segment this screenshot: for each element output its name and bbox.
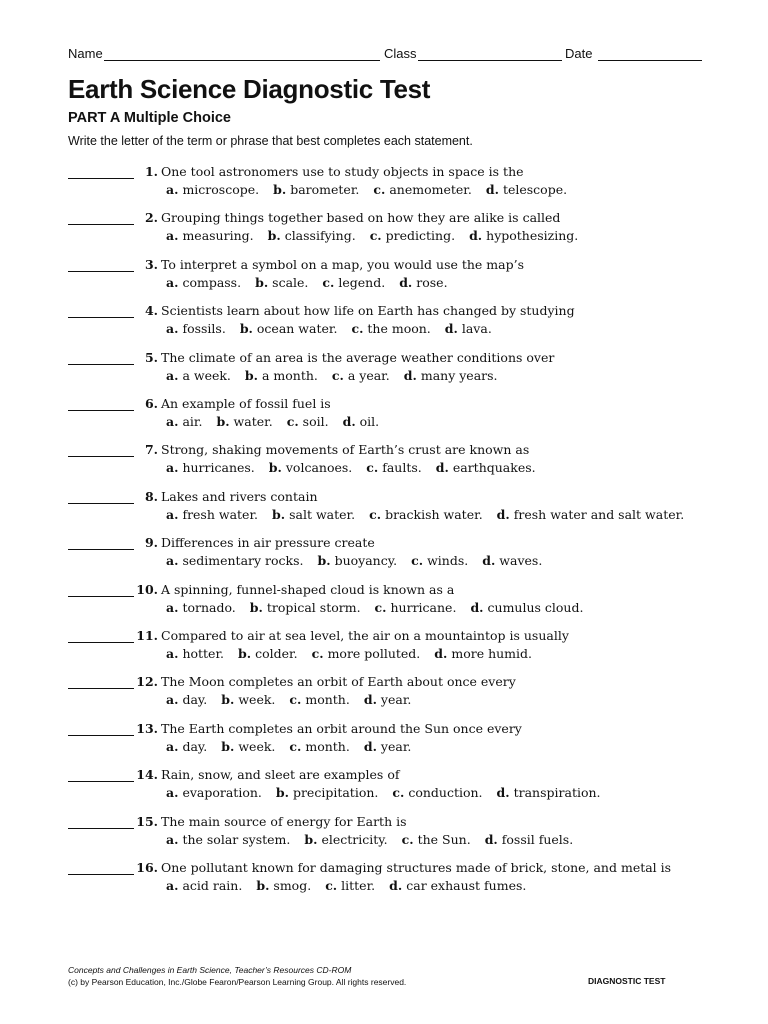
answer-blank[interactable] (68, 218, 134, 225)
question-number: 2. (144, 210, 158, 226)
choice-letter: b. (216, 414, 230, 429)
choice-letter: d. (363, 738, 377, 754)
question-number: 1. (144, 164, 158, 179)
choice-letter: a. (166, 738, 179, 754)
choice-text: transpiration. (513, 785, 601, 801)
choice-letter: b. (267, 228, 281, 244)
choice-letter: a. (166, 785, 179, 801)
question-item (0, 721, 768, 761)
answer-choice (289, 692, 349, 707)
question-stem: The climate of an area is the average weather conditions over (161, 349, 555, 365)
answer-choices (166, 507, 698, 522)
choice-letter: d. (496, 785, 510, 801)
choice-text: lava. (461, 321, 492, 337)
question-number: 7. (144, 442, 158, 458)
answer-choice (486, 182, 567, 197)
page-title: Earth Science Diagnostic Test (68, 74, 431, 104)
question-number: 11. (136, 628, 158, 643)
question-stem: Compared to air at sea level, the air on a mountaintop is usually (161, 628, 569, 643)
answer-choice (166, 321, 226, 336)
answer-blank[interactable] (68, 636, 134, 643)
answer-choice (497, 507, 685, 522)
question-number: 5. (144, 349, 158, 365)
choice-letter: d. (435, 460, 449, 476)
answer-choice (434, 646, 532, 661)
choice-letter: c. (411, 553, 424, 569)
choice-text: fresh water and salt water. (513, 506, 685, 522)
question-number: 16. (136, 860, 158, 875)
choice-letter: c. (322, 274, 335, 290)
footer-copyright: (c) by Pearson Education, Inc./Globe Fearon/Pearson Learning Group. All rights reserved. (68, 977, 407, 987)
footer-label: DIAGNOSTIC TEST (588, 976, 666, 986)
choice-text: year. (380, 738, 412, 754)
choice-text: compass. (182, 274, 242, 290)
choice-letter: a. (166, 182, 179, 197)
question-stem: Rain, snow, and sleet are examples of (161, 767, 400, 783)
answer-choice (166, 275, 241, 290)
answer-choice (470, 600, 583, 615)
answer-choice (166, 739, 207, 754)
choice-text: month. (305, 738, 350, 754)
question-stem: Strong, shaking movements of Earth’s crust are known as (161, 442, 530, 458)
answer-choice (366, 460, 422, 475)
answer-choice (238, 646, 298, 661)
answer-blank[interactable] (68, 543, 134, 550)
choice-letter: b. (221, 738, 235, 754)
choice-letter: d. (469, 228, 483, 244)
question-stem: Scientists learn about how life on Earth has changed by studying (161, 303, 575, 319)
question-stem: The main source of energy for Earth is (161, 813, 407, 829)
answer-choice (245, 368, 318, 383)
choice-text: litter. (341, 878, 376, 893)
answer-choice (166, 692, 207, 707)
question-number: 9. (144, 535, 158, 551)
answer-blank[interactable] (68, 497, 134, 504)
choice-text: evaporation. (182, 785, 262, 801)
choice-text: scale. (272, 274, 309, 290)
choice-letter: c. (374, 599, 387, 615)
choice-text: brackish water. (385, 506, 483, 522)
answer-choices (166, 600, 597, 615)
answer-choices (166, 553, 556, 568)
choice-letter: d. (470, 599, 484, 615)
question-stem: A spinning, funnel-shaped cloud is known as a (161, 581, 455, 597)
choice-letter: a. (166, 831, 179, 847)
answer-choices (166, 228, 592, 243)
choice-letter: c. (286, 414, 299, 429)
choice-letter: b. (268, 460, 282, 476)
answer-choice (373, 182, 471, 197)
answer-choice (273, 182, 359, 197)
choice-text: a month. (261, 367, 318, 383)
choice-letter: a. (166, 692, 179, 708)
choice-letter: b. (239, 321, 253, 337)
answer-choice (289, 739, 349, 754)
answer-blank[interactable] (68, 729, 134, 736)
choice-text: a year. (347, 367, 390, 383)
answer-choice (166, 182, 259, 197)
question-number: 12. (136, 674, 158, 690)
choice-text: the Sun. (417, 831, 471, 847)
choice-text: hurricane. (390, 599, 457, 615)
choice-text: hurricanes. (182, 460, 255, 476)
choice-letter: c. (289, 738, 302, 754)
question-stem: Differences in air pressure create (161, 535, 375, 551)
answer-choice (485, 832, 574, 847)
answer-choice (364, 692, 412, 707)
choice-letter: d. (485, 182, 499, 197)
answer-choice (325, 878, 375, 893)
question-item (0, 442, 768, 482)
date-label: Date (565, 46, 593, 61)
question-stem: Lakes and rivers contain (161, 488, 318, 504)
answer-choice (369, 507, 483, 522)
answer-blank[interactable] (68, 682, 134, 689)
answer-choice (166, 600, 236, 615)
choice-text: hotter. (182, 646, 225, 661)
choice-text: oil. (359, 414, 380, 429)
footer-credits (68, 964, 406, 988)
answer-choice (240, 321, 338, 336)
choice-text: fossils. (182, 321, 226, 337)
choice-text: year. (380, 692, 412, 708)
question-number: 8. (144, 488, 158, 504)
answer-choice (364, 739, 412, 754)
choice-text: buoyancy. (334, 553, 398, 569)
choice-text: smog. (273, 878, 312, 893)
answer-choices (166, 275, 462, 290)
answer-choices (166, 832, 587, 847)
question-item (0, 582, 768, 622)
choice-letter: c. (401, 831, 414, 847)
answer-choice (318, 553, 398, 568)
choice-letter: b. (275, 785, 289, 801)
choice-letter: d. (403, 367, 417, 383)
footer-source-title: Concepts and Challenges in Earth Science, Teacher’s Resources CD-ROM (68, 965, 352, 975)
choice-letter: a. (166, 414, 179, 429)
question-stem: The Earth completes an orbit around the Sun once every (161, 720, 522, 736)
choice-text: classifying. (284, 228, 356, 244)
choice-letter: d. (434, 646, 448, 661)
answer-choice (216, 414, 272, 429)
choice-text: tropical storm. (266, 599, 361, 615)
answer-choices (166, 460, 550, 475)
answer-blank[interactable] (68, 265, 134, 272)
choice-text: winds. (427, 553, 469, 569)
answer-blank[interactable] (68, 822, 134, 829)
question-item (0, 303, 768, 343)
answer-blank[interactable] (68, 868, 134, 875)
choice-letter: b. (273, 182, 287, 197)
choice-text: many years. (420, 367, 498, 383)
answer-choice (276, 785, 379, 800)
answer-choice (332, 368, 390, 383)
choice-text: volcanoes. (285, 460, 353, 476)
choice-letter: d. (482, 553, 496, 569)
choice-letter: c. (331, 367, 344, 383)
choice-text: conduction. (408, 785, 483, 801)
choice-letter: c. (369, 506, 382, 522)
choice-text: measuring. (182, 228, 254, 244)
choice-text: telescope. (502, 182, 568, 197)
choice-letter: b. (238, 646, 252, 661)
choice-text: week. (238, 692, 276, 708)
question-item (0, 210, 768, 250)
choice-letter: b. (244, 367, 258, 383)
choice-letter: d. (342, 414, 356, 429)
answer-choice (389, 878, 526, 893)
choice-letter: b. (255, 274, 269, 290)
question-item (0, 350, 768, 390)
choice-text: day. (182, 738, 208, 754)
choice-text: earthquakes. (452, 460, 536, 476)
choice-text: microscope. (182, 182, 260, 197)
answer-choice (166, 368, 231, 383)
choice-letter: b. (317, 553, 331, 569)
answer-blank[interactable] (68, 311, 134, 318)
choice-letter: c. (369, 228, 382, 244)
choice-letter: a. (166, 228, 179, 244)
choice-letter: b. (272, 506, 286, 522)
question-number: 3. (144, 256, 158, 272)
choice-text: sedimentary rocks. (182, 553, 304, 569)
question-item (0, 257, 768, 297)
choice-letter: a. (166, 553, 179, 569)
question-number: 4. (144, 303, 158, 319)
choice-letter: b. (249, 599, 263, 615)
question-stem: One tool astronomers use to study objects in space is the (161, 164, 524, 179)
answer-choice (166, 832, 290, 847)
choice-letter: a. (166, 367, 179, 383)
choice-letter: a. (166, 506, 179, 522)
answer-choice (375, 600, 457, 615)
answer-choice (497, 785, 601, 800)
answer-choice (166, 878, 242, 893)
choice-text: a week. (182, 367, 231, 383)
choice-letter: d. (496, 506, 510, 522)
choice-text: the moon. (367, 321, 431, 337)
choice-letter: b. (221, 692, 235, 708)
answer-choice (166, 785, 262, 800)
choice-letter: d. (363, 692, 377, 708)
choice-text: fossil fuels. (501, 831, 574, 847)
choice-text: the solar system. (182, 831, 291, 847)
question-number: 13. (136, 720, 158, 736)
question-item (0, 535, 768, 575)
question-item (0, 164, 768, 204)
answer-choice (304, 832, 387, 847)
choice-letter: a. (166, 274, 179, 290)
answer-choices (166, 739, 425, 754)
answer-blank[interactable] (68, 172, 134, 179)
choice-text: month. (305, 692, 350, 708)
answer-blank[interactable] (68, 450, 134, 457)
question-number: 14. (136, 767, 158, 783)
choice-text: barometer. (290, 182, 360, 197)
question-stem: Grouping things together based on how they are alike is called (161, 210, 561, 226)
choice-letter: a. (166, 599, 179, 615)
question-item (0, 396, 768, 436)
answer-choices (166, 368, 512, 383)
choice-text: day. (182, 692, 208, 708)
question-item (0, 489, 768, 529)
answer-choice (221, 739, 275, 754)
choice-text: water. (233, 414, 273, 429)
answer-choice (272, 507, 355, 522)
answer-choice (322, 275, 385, 290)
choice-letter: c. (366, 460, 379, 476)
question-item (0, 814, 768, 854)
choice-letter: b. (304, 831, 318, 847)
answer-choice (287, 414, 329, 429)
answer-choice (445, 321, 492, 336)
choice-text: week. (238, 738, 276, 754)
choice-letter: c. (373, 182, 386, 197)
answer-choices (166, 878, 540, 893)
choice-text: hypothesizing. (486, 228, 579, 244)
question-stem: The Moon completes an orbit of Earth about once every (161, 674, 516, 690)
answer-choice (166, 460, 255, 475)
choice-letter: c. (289, 692, 302, 708)
question-stem: To interpret a symbol on a map, you would use the map’s (161, 256, 525, 272)
question-number: 10. (136, 581, 158, 597)
choice-text: colder. (255, 646, 298, 661)
choice-text: predicting. (385, 228, 456, 244)
answer-choice (399, 275, 447, 290)
answer-choice (436, 460, 536, 475)
choice-text: acid rain. (182, 878, 243, 893)
choice-text: faults. (382, 460, 422, 476)
choice-text: cumulus cloud. (487, 599, 584, 615)
choice-text: electricity. (321, 831, 388, 847)
answer-blank[interactable] (68, 404, 134, 411)
answer-choice (166, 646, 224, 661)
choice-letter: c. (392, 785, 405, 801)
answer-choices (166, 646, 546, 661)
answer-choice (469, 228, 578, 243)
question-stem: An example of fossil fuel is (161, 396, 331, 411)
choice-letter: d. (484, 831, 498, 847)
choice-text: more polluted. (327, 646, 421, 661)
answer-choices (166, 321, 506, 336)
question-item (0, 767, 768, 807)
answer-choice (269, 460, 352, 475)
choice-text: fresh water. (182, 506, 259, 522)
choice-letter: a. (166, 646, 179, 661)
part-title: PART A Multiple Choice (68, 110, 231, 126)
answer-choice (482, 553, 542, 568)
answer-choice (166, 228, 254, 243)
answer-choice (411, 553, 468, 568)
answer-choice (256, 878, 311, 893)
choice-letter: c. (311, 646, 324, 661)
answer-choice (404, 368, 498, 383)
answer-choice (166, 507, 258, 522)
answer-choices (166, 182, 581, 197)
answer-choice (166, 553, 304, 568)
answer-blank[interactable] (68, 590, 134, 597)
choice-letter: c. (351, 321, 364, 337)
choice-text: tornado. (182, 599, 236, 615)
choice-text: car exhaust fumes. (406, 878, 527, 893)
answer-choice (351, 321, 430, 336)
answer-choice (343, 414, 380, 429)
choice-text: more humid. (451, 646, 533, 661)
class-label: Class (384, 46, 417, 61)
answer-choice (221, 692, 275, 707)
answer-choices (166, 692, 425, 707)
answer-choice (250, 600, 361, 615)
choice-letter: a. (166, 460, 179, 476)
name-label: Name (68, 46, 103, 61)
choice-letter: d. (444, 321, 458, 337)
answer-choice (268, 228, 356, 243)
answer-choice (255, 275, 308, 290)
choice-text: rose. (416, 274, 448, 290)
answer-choice (370, 228, 455, 243)
question-item (0, 860, 768, 900)
answer-choice (166, 414, 202, 429)
choice-letter: d. (399, 274, 413, 290)
answer-choices (166, 785, 615, 800)
answer-blank[interactable] (68, 358, 134, 365)
instructions: Write the letter of the term or phrase that best completes each statement. (68, 134, 473, 148)
choice-text: waves. (499, 553, 543, 569)
question-item (0, 674, 768, 714)
choice-text: ocean water. (256, 321, 338, 337)
choice-text: precipitation. (292, 785, 379, 801)
choice-text: air. (182, 414, 203, 429)
question-stem: One pollutant known for damaging structures made of brick, stone, and metal is (161, 860, 672, 875)
answer-choice (392, 785, 482, 800)
choice-text: legend. (338, 274, 386, 290)
choice-text: soil. (302, 414, 329, 429)
question-number: 6. (144, 396, 158, 411)
answer-blank[interactable] (68, 775, 134, 782)
choice-letter: a. (166, 321, 179, 337)
choice-text: salt water. (289, 506, 356, 522)
answer-choice (312, 646, 421, 661)
choice-letter: b. (256, 878, 270, 893)
choice-letter: d. (389, 878, 403, 893)
question-item (0, 628, 768, 668)
choice-text: anemometer. (389, 182, 472, 197)
choice-letter: a. (166, 878, 179, 893)
question-number: 15. (136, 813, 158, 829)
choice-letter: c. (325, 878, 338, 893)
answer-choices (166, 414, 393, 429)
answer-choice (402, 832, 471, 847)
